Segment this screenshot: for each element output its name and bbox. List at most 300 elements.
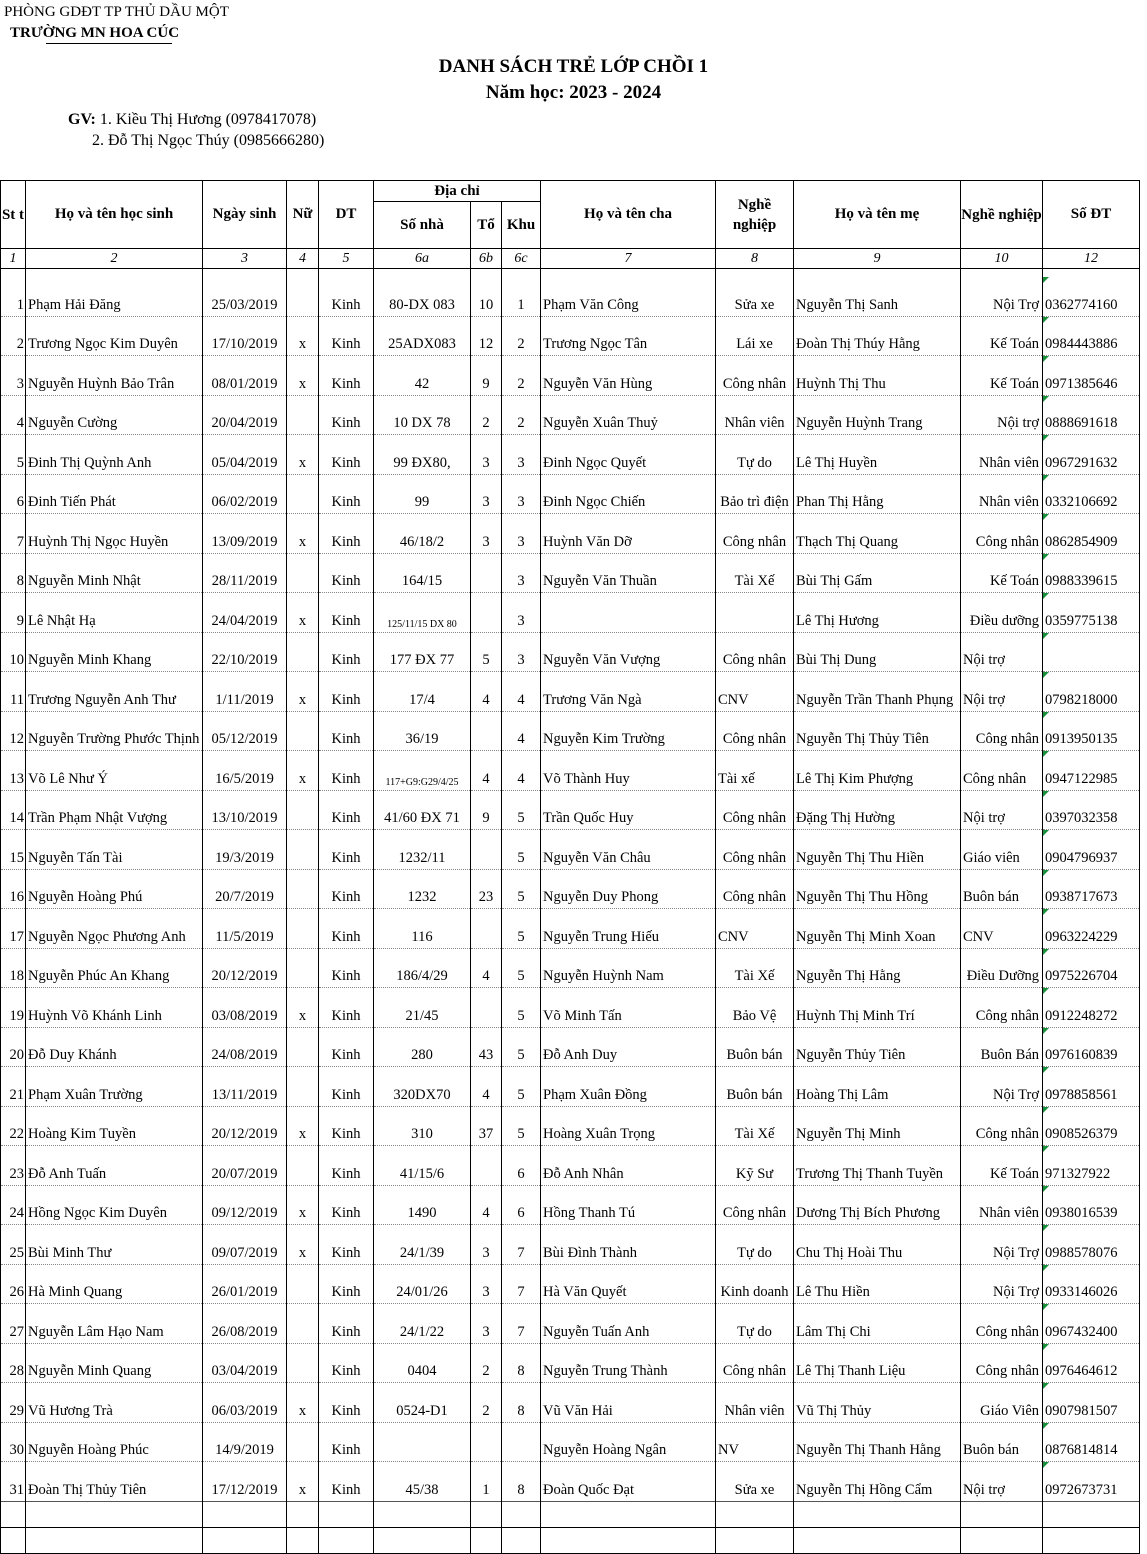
student-name-cell[interactable]: Đỗ Anh Tuấn bbox=[26, 1146, 203, 1186]
mother-name-cell[interactable]: Nguyễn Thị Sanh bbox=[794, 277, 961, 316]
female-cell[interactable] bbox=[287, 395, 319, 435]
mother-job-cell[interactable]: Nội Trợ bbox=[961, 277, 1043, 316]
father-name-cell[interactable]: Trần Quốc Huy bbox=[541, 790, 716, 830]
father-name-cell[interactable]: Võ Minh Tấn bbox=[541, 988, 716, 1028]
mother-name-cell[interactable]: Nguyễn Thị Minh Xoan bbox=[794, 909, 961, 949]
ethnicity-cell[interactable]: Kinh bbox=[319, 1383, 374, 1423]
dob-cell[interactable]: 09/07/2019 bbox=[203, 1225, 287, 1265]
group-cell[interactable] bbox=[471, 988, 502, 1028]
phone-cell[interactable]: 0359775138 bbox=[1043, 593, 1140, 633]
group-cell[interactable]: 5 bbox=[471, 632, 502, 672]
student-name-cell[interactable]: Nguyễn Hoàng Phú bbox=[26, 869, 203, 909]
female-cell[interactable]: x bbox=[287, 1185, 319, 1225]
house-number-cell[interactable]: 10 DX 78 bbox=[374, 395, 471, 435]
stt-cell[interactable]: 7 bbox=[1, 514, 26, 554]
area-cell[interactable]: 3 bbox=[502, 474, 541, 514]
stt-cell[interactable]: 20 bbox=[1, 1027, 26, 1067]
area-cell[interactable]: 5 bbox=[502, 1027, 541, 1067]
dob-cell[interactable]: 19/3/2019 bbox=[203, 830, 287, 870]
ethnicity-cell[interactable]: Kinh bbox=[319, 593, 374, 633]
group-cell[interactable] bbox=[471, 1146, 502, 1186]
mother-name-cell[interactable]: Nguyễn Thị Minh bbox=[794, 1106, 961, 1146]
empty-cell[interactable] bbox=[203, 1501, 287, 1527]
house-number-cell[interactable]: 17/4 bbox=[374, 672, 471, 712]
column-number-cell[interactable]: 6a bbox=[374, 249, 471, 269]
student-name-cell[interactable]: Trương Nguyễn Anh Thư bbox=[26, 672, 203, 712]
mother-name-cell[interactable]: Lê Thị Thanh Liệu bbox=[794, 1343, 961, 1383]
area-cell[interactable]: 5 bbox=[502, 869, 541, 909]
group-cell[interactable]: 10 bbox=[471, 277, 502, 316]
mother-job-cell[interactable]: Nhân viên bbox=[961, 435, 1043, 475]
group-cell[interactable]: 4 bbox=[471, 948, 502, 988]
house-number-cell[interactable]: 42 bbox=[374, 356, 471, 396]
father-name-cell[interactable]: Đinh Ngọc Chiến bbox=[541, 474, 716, 514]
dob-cell[interactable]: 09/12/2019 bbox=[203, 1185, 287, 1225]
father-job-cell[interactable]: CNV bbox=[716, 909, 794, 949]
stt-cell[interactable]: 11 bbox=[1, 672, 26, 712]
column-number-cell[interactable]: 1 bbox=[1, 249, 26, 269]
father-name-cell[interactable]: Trương Ngọc Tân bbox=[541, 316, 716, 356]
mother-name-cell[interactable]: Nguyễn Trần Thanh Phụng bbox=[794, 672, 961, 712]
column-number-cell[interactable]: 8 bbox=[716, 249, 794, 269]
house-number-cell[interactable]: 1232 bbox=[374, 869, 471, 909]
father-name-cell[interactable]: Vũ Văn Hải bbox=[541, 1383, 716, 1423]
father-name-cell[interactable]: Nguyễn Huỳnh Nam bbox=[541, 948, 716, 988]
mother-name-cell[interactable]: Đoàn Thị Thúy Hằng bbox=[794, 316, 961, 356]
empty-cell[interactable] bbox=[1043, 1527, 1140, 1553]
student-name-cell[interactable]: Phạm Xuân Trường bbox=[26, 1067, 203, 1107]
stt-cell[interactable]: 2 bbox=[1, 316, 26, 356]
area-cell[interactable]: 3 bbox=[502, 435, 541, 475]
empty-cell[interactable] bbox=[961, 1501, 1043, 1527]
student-name-cell[interactable]: Nguyễn Ngọc Phương Anh bbox=[26, 909, 203, 949]
dob-cell[interactable]: 06/02/2019 bbox=[203, 474, 287, 514]
mother-name-cell[interactable]: Nguyễn Thị Thủy Tiên bbox=[794, 711, 961, 751]
mother-job-cell[interactable]: Nội trợ bbox=[961, 395, 1043, 435]
area-cell[interactable]: 7 bbox=[502, 1264, 541, 1304]
ethnicity-cell[interactable]: Kinh bbox=[319, 1146, 374, 1186]
header-address[interactable]: Địa chỉ bbox=[374, 181, 541, 202]
father-job-cell[interactable]: Sửa xe bbox=[716, 277, 794, 316]
ethnicity-cell[interactable]: Kinh bbox=[319, 830, 374, 870]
student-name-cell[interactable]: Nguyễn Minh Nhật bbox=[26, 553, 203, 593]
dob-cell[interactable]: 28/11/2019 bbox=[203, 553, 287, 593]
dob-cell[interactable]: 17/12/2019 bbox=[203, 1462, 287, 1502]
female-cell[interactable]: x bbox=[287, 514, 319, 554]
stt-cell[interactable]: 22 bbox=[1, 1106, 26, 1146]
area-cell[interactable] bbox=[502, 1422, 541, 1462]
female-cell[interactable] bbox=[287, 711, 319, 751]
ethnicity-cell[interactable]: Kinh bbox=[319, 909, 374, 949]
area-cell[interactable]: 4 bbox=[502, 672, 541, 712]
house-number-cell[interactable]: 24/1/22 bbox=[374, 1304, 471, 1344]
stt-cell[interactable]: 23 bbox=[1, 1146, 26, 1186]
mother-name-cell[interactable]: Trương Thị Thanh Tuyền bbox=[794, 1146, 961, 1186]
column-number-cell[interactable]: 6c bbox=[502, 249, 541, 269]
dob-cell[interactable]: 03/08/2019 bbox=[203, 988, 287, 1028]
header-ethnicity[interactable]: DT bbox=[319, 181, 374, 249]
empty-cell[interactable] bbox=[1, 1527, 26, 1553]
stt-cell[interactable]: 12 bbox=[1, 711, 26, 751]
father-job-cell[interactable]: Tự do bbox=[716, 1225, 794, 1265]
father-name-cell[interactable]: Nguyễn Văn Hùng bbox=[541, 356, 716, 396]
house-number-cell[interactable]: 320DX70 bbox=[374, 1067, 471, 1107]
empty-cell[interactable] bbox=[716, 1501, 794, 1527]
father-job-cell[interactable]: Sửa xe bbox=[716, 1462, 794, 1502]
group-cell[interactable]: 2 bbox=[471, 395, 502, 435]
mother-job-cell[interactable]: Điều Dưỡng bbox=[961, 948, 1043, 988]
mother-job-cell[interactable]: Công nhân bbox=[961, 988, 1043, 1028]
area-cell[interactable]: 5 bbox=[502, 1106, 541, 1146]
group-cell[interactable] bbox=[471, 830, 502, 870]
phone-cell[interactable]: 0397032358 bbox=[1043, 790, 1140, 830]
ethnicity-cell[interactable]: Kinh bbox=[319, 751, 374, 791]
dob-cell[interactable]: 05/12/2019 bbox=[203, 711, 287, 751]
dob-cell[interactable]: 26/01/2019 bbox=[203, 1264, 287, 1304]
ethnicity-cell[interactable]: Kinh bbox=[319, 1343, 374, 1383]
dob-cell[interactable]: 13/10/2019 bbox=[203, 790, 287, 830]
house-number-cell[interactable]: 45/38 bbox=[374, 1462, 471, 1502]
stt-cell[interactable]: 13 bbox=[1, 751, 26, 791]
empty-cell[interactable] bbox=[203, 1527, 287, 1553]
column-number-cell[interactable]: 7 bbox=[541, 249, 716, 269]
student-name-cell[interactable]: Trần Phạm Nhật Vượng bbox=[26, 790, 203, 830]
house-number-cell[interactable]: 41/60 ĐX 71 bbox=[374, 790, 471, 830]
mother-job-cell[interactable]: Nội trợ bbox=[961, 1462, 1043, 1502]
area-cell[interactable]: 2 bbox=[502, 395, 541, 435]
header-phone[interactable]: Số ĐT bbox=[1043, 181, 1140, 249]
dob-cell[interactable]: 20/12/2019 bbox=[203, 1106, 287, 1146]
female-cell[interactable]: x bbox=[287, 1225, 319, 1265]
house-number-cell[interactable] bbox=[374, 1422, 471, 1462]
student-name-cell[interactable]: Đinh Thị Quỳnh Anh bbox=[26, 435, 203, 475]
stt-cell[interactable]: 31 bbox=[1, 1462, 26, 1502]
student-name-cell[interactable]: Trương Ngọc Kim Duyên bbox=[26, 316, 203, 356]
house-number-cell[interactable]: 0524-D1 bbox=[374, 1383, 471, 1423]
ethnicity-cell[interactable]: Kinh bbox=[319, 1264, 374, 1304]
father-name-cell[interactable]: Đoàn Quốc Đạt bbox=[541, 1462, 716, 1502]
empty-cell[interactable] bbox=[287, 1527, 319, 1553]
mother-job-cell[interactable]: Công nhân bbox=[961, 1343, 1043, 1383]
column-number-cell[interactable]: 5 bbox=[319, 249, 374, 269]
dob-cell[interactable]: 26/08/2019 bbox=[203, 1304, 287, 1344]
ethnicity-cell[interactable]: Kinh bbox=[319, 869, 374, 909]
female-cell[interactable] bbox=[287, 1264, 319, 1304]
empty-cell[interactable] bbox=[287, 1501, 319, 1527]
header-area[interactable]: Khu bbox=[502, 202, 541, 249]
mother-job-cell[interactable]: Điều dưỡng bbox=[961, 593, 1043, 633]
father-job-cell[interactable]: Lái xe bbox=[716, 316, 794, 356]
group-cell[interactable]: 4 bbox=[471, 1185, 502, 1225]
mother-name-cell[interactable]: Lê Thị Hương bbox=[794, 593, 961, 633]
father-job-cell[interactable]: Tự do bbox=[716, 435, 794, 475]
father-job-cell[interactable]: Tài Xế bbox=[716, 553, 794, 593]
header-group[interactable]: Tổ bbox=[471, 202, 502, 249]
female-cell[interactable] bbox=[287, 948, 319, 988]
dob-cell[interactable]: 24/04/2019 bbox=[203, 593, 287, 633]
ethnicity-cell[interactable]: Kinh bbox=[319, 1106, 374, 1146]
ethnicity-cell[interactable]: Kinh bbox=[319, 395, 374, 435]
mother-name-cell[interactable]: Dương Thị Bích Phương bbox=[794, 1185, 961, 1225]
header-student-name[interactable]: Họ và tên học sinh bbox=[26, 181, 203, 249]
female-cell[interactable]: x bbox=[287, 316, 319, 356]
mother-name-cell[interactable]: Huỳnh Thị Thu bbox=[794, 356, 961, 396]
ethnicity-cell[interactable]: Kinh bbox=[319, 672, 374, 712]
header-mother-name[interactable]: Họ và tên mẹ bbox=[794, 181, 961, 249]
student-name-cell[interactable]: Nguyễn Minh Khang bbox=[26, 632, 203, 672]
father-name-cell[interactable]: Đỗ Anh Duy bbox=[541, 1027, 716, 1067]
group-cell[interactable] bbox=[471, 711, 502, 751]
house-number-cell[interactable]: 80-DX 083 bbox=[374, 277, 471, 316]
dob-cell[interactable]: 20/07/2019 bbox=[203, 1146, 287, 1186]
group-cell[interactable]: 1 bbox=[471, 1462, 502, 1502]
female-cell[interactable] bbox=[287, 1304, 319, 1344]
stt-cell[interactable]: 3 bbox=[1, 356, 26, 396]
group-cell[interactable] bbox=[471, 553, 502, 593]
empty-cell[interactable] bbox=[471, 1501, 502, 1527]
phone-cell[interactable]: 0938016539 bbox=[1043, 1185, 1140, 1225]
ethnicity-cell[interactable]: Kinh bbox=[319, 1067, 374, 1107]
group-cell[interactable] bbox=[471, 593, 502, 633]
area-cell[interactable]: 3 bbox=[502, 514, 541, 554]
empty-cell[interactable] bbox=[794, 1527, 961, 1553]
group-cell[interactable]: 2 bbox=[471, 1343, 502, 1383]
father-name-cell[interactable]: Nguyễn Kim Trường bbox=[541, 711, 716, 751]
father-name-cell[interactable] bbox=[541, 593, 716, 633]
dob-cell[interactable]: 03/04/2019 bbox=[203, 1343, 287, 1383]
mother-job-cell[interactable]: Buôn bán bbox=[961, 1422, 1043, 1462]
female-cell[interactable] bbox=[287, 553, 319, 593]
group-cell[interactable]: 3 bbox=[471, 514, 502, 554]
empty-cell[interactable] bbox=[374, 1527, 471, 1553]
header-house-number[interactable]: Số nhà bbox=[374, 202, 471, 249]
mother-job-cell[interactable]: Nội Trợ bbox=[961, 1225, 1043, 1265]
column-number-cell[interactable]: 9 bbox=[794, 249, 961, 269]
house-number-cell[interactable]: 125/11/15 DX 80 bbox=[374, 593, 471, 633]
empty-cell[interactable] bbox=[1, 1501, 26, 1527]
empty-cell[interactable] bbox=[541, 1501, 716, 1527]
group-cell[interactable]: 23 bbox=[471, 869, 502, 909]
ethnicity-cell[interactable]: Kinh bbox=[319, 1304, 374, 1344]
father-name-cell[interactable]: Nguyễn Văn Châu bbox=[541, 830, 716, 870]
house-number-cell[interactable]: 99 bbox=[374, 474, 471, 514]
dob-cell[interactable]: 20/04/2019 bbox=[203, 395, 287, 435]
dob-cell[interactable]: 05/04/2019 bbox=[203, 435, 287, 475]
ethnicity-cell[interactable]: Kinh bbox=[319, 1027, 374, 1067]
phone-cell[interactable]: 0971385646 bbox=[1043, 356, 1140, 396]
mother-job-cell[interactable]: Nhân viên bbox=[961, 474, 1043, 514]
father-job-cell[interactable]: NV bbox=[716, 1422, 794, 1462]
female-cell[interactable] bbox=[287, 277, 319, 316]
phone-cell[interactable]: 0332106692 bbox=[1043, 474, 1140, 514]
father-name-cell[interactable]: Phạm Xuân Đồng bbox=[541, 1067, 716, 1107]
ethnicity-cell[interactable]: Kinh bbox=[319, 948, 374, 988]
group-cell[interactable] bbox=[471, 1422, 502, 1462]
area-cell[interactable]: 3 bbox=[502, 593, 541, 633]
student-name-cell[interactable]: Hà Minh Quang bbox=[26, 1264, 203, 1304]
mother-job-cell[interactable]: Nội trợ bbox=[961, 632, 1043, 672]
female-cell[interactable] bbox=[287, 474, 319, 514]
female-cell[interactable] bbox=[287, 1027, 319, 1067]
father-job-cell[interactable]: Công nhân bbox=[716, 869, 794, 909]
ethnicity-cell[interactable]: Kinh bbox=[319, 632, 374, 672]
father-job-cell[interactable]: Công nhân bbox=[716, 1343, 794, 1383]
stt-cell[interactable]: 30 bbox=[1, 1422, 26, 1462]
phone-cell[interactable]: 0975226704 bbox=[1043, 948, 1140, 988]
mother-name-cell[interactable]: Nguyễn Thị Thu Hiền bbox=[794, 830, 961, 870]
column-number-cell[interactable]: 12 bbox=[1043, 249, 1140, 269]
father-job-cell[interactable]: Công nhân bbox=[716, 632, 794, 672]
empty-cell[interactable] bbox=[502, 1501, 541, 1527]
mother-name-cell[interactable]: Chu Thị Hoài Thu bbox=[794, 1225, 961, 1265]
group-cell[interactable]: 2 bbox=[471, 1383, 502, 1423]
stt-cell[interactable]: 25 bbox=[1, 1225, 26, 1265]
group-cell[interactable]: 43 bbox=[471, 1027, 502, 1067]
student-name-cell[interactable]: Đỗ Duy Khánh bbox=[26, 1027, 203, 1067]
dob-cell[interactable]: 25/03/2019 bbox=[203, 277, 287, 316]
group-cell[interactable]: 37 bbox=[471, 1106, 502, 1146]
area-cell[interactable]: 8 bbox=[502, 1383, 541, 1423]
father-job-cell[interactable]: Buôn bán bbox=[716, 1027, 794, 1067]
house-number-cell[interactable]: 99 ĐX80, bbox=[374, 435, 471, 475]
father-job-cell[interactable]: Tự do bbox=[716, 1304, 794, 1344]
mother-job-cell[interactable]: Nội trợ bbox=[961, 790, 1043, 830]
phone-cell[interactable]: 0972673731 bbox=[1043, 1462, 1140, 1502]
group-cell[interactable]: 4 bbox=[471, 672, 502, 712]
phone-cell[interactable]: 0912248272 bbox=[1043, 988, 1140, 1028]
area-cell[interactable]: 6 bbox=[502, 1146, 541, 1186]
mother-job-cell[interactable]: Nội Trợ bbox=[961, 1067, 1043, 1107]
stt-cell[interactable]: 21 bbox=[1, 1067, 26, 1107]
phone-cell[interactable]: 0933146026 bbox=[1043, 1264, 1140, 1304]
mother-name-cell[interactable]: Lâm Thị Chi bbox=[794, 1304, 961, 1344]
house-number-cell[interactable]: 116 bbox=[374, 909, 471, 949]
father-job-cell[interactable]: Nhân viên bbox=[716, 1383, 794, 1423]
area-cell[interactable]: 7 bbox=[502, 1225, 541, 1265]
mother-name-cell[interactable]: Nguyễn Thị Hằng bbox=[794, 948, 961, 988]
area-cell[interactable]: 4 bbox=[502, 751, 541, 791]
column-number-cell[interactable]: 2 bbox=[26, 249, 203, 269]
female-cell[interactable] bbox=[287, 830, 319, 870]
empty-cell[interactable] bbox=[319, 1501, 374, 1527]
mother-name-cell[interactable]: Vũ Thị Thủy bbox=[794, 1383, 961, 1423]
area-cell[interactable]: 6 bbox=[502, 1185, 541, 1225]
mother-name-cell[interactable]: Nguyễn Thị Hồng Cẩm bbox=[794, 1462, 961, 1502]
father-job-cell[interactable]: Buôn bán bbox=[716, 1067, 794, 1107]
student-name-cell[interactable]: Nguyễn Lâm Hạo Nam bbox=[26, 1304, 203, 1344]
dob-cell[interactable]: 08/01/2019 bbox=[203, 356, 287, 396]
phone-cell[interactable]: 0976464612 bbox=[1043, 1343, 1140, 1383]
female-cell[interactable]: x bbox=[287, 672, 319, 712]
area-cell[interactable]: 5 bbox=[502, 988, 541, 1028]
group-cell[interactable]: 3 bbox=[471, 435, 502, 475]
dob-cell[interactable]: 14/9/2019 bbox=[203, 1422, 287, 1462]
group-cell[interactable] bbox=[471, 909, 502, 949]
area-cell[interactable]: 5 bbox=[502, 1067, 541, 1107]
father-name-cell[interactable]: Huỳnh Văn Dỡ bbox=[541, 514, 716, 554]
phone-cell[interactable] bbox=[1043, 632, 1140, 672]
phone-cell[interactable]: 0984443886 bbox=[1043, 316, 1140, 356]
mother-job-cell[interactable]: Công nhân bbox=[961, 711, 1043, 751]
mother-job-cell[interactable]: Công nhân bbox=[961, 514, 1043, 554]
father-name-cell[interactable]: Trương Văn Ngà bbox=[541, 672, 716, 712]
female-cell[interactable]: x bbox=[287, 435, 319, 475]
father-name-cell[interactable]: Hà Văn Quyết bbox=[541, 1264, 716, 1304]
stt-cell[interactable]: 24 bbox=[1, 1185, 26, 1225]
phone-cell[interactable]: 0988578076 bbox=[1043, 1225, 1140, 1265]
father-name-cell[interactable]: Nguyễn Trung Thành bbox=[541, 1343, 716, 1383]
group-cell[interactable]: 3 bbox=[471, 1225, 502, 1265]
empty-cell[interactable] bbox=[541, 1527, 716, 1553]
phone-cell[interactable]: 0907981507 bbox=[1043, 1383, 1140, 1423]
house-number-cell[interactable]: 24/01/26 bbox=[374, 1264, 471, 1304]
area-cell[interactable]: 7 bbox=[502, 1304, 541, 1344]
area-cell[interactable]: 5 bbox=[502, 830, 541, 870]
dob-cell[interactable]: 22/10/2019 bbox=[203, 632, 287, 672]
mother-name-cell[interactable]: Lê Thị Kim Phượng bbox=[794, 751, 961, 791]
group-cell[interactable]: 9 bbox=[471, 356, 502, 396]
father-job-cell[interactable]: Công nhân bbox=[716, 711, 794, 751]
stt-cell[interactable]: 8 bbox=[1, 553, 26, 593]
header-mother-job[interactable]: Nghề nghiệp bbox=[961, 181, 1043, 249]
group-cell[interactable]: 3 bbox=[471, 474, 502, 514]
stt-cell[interactable]: 26 bbox=[1, 1264, 26, 1304]
female-cell[interactable] bbox=[287, 909, 319, 949]
female-cell[interactable] bbox=[287, 1146, 319, 1186]
father-name-cell[interactable]: Nguyễn Trung Hiếu bbox=[541, 909, 716, 949]
female-cell[interactable]: x bbox=[287, 593, 319, 633]
mother-name-cell[interactable]: Nguyễn Thủy Tiên bbox=[794, 1027, 961, 1067]
empty-cell[interactable] bbox=[794, 1501, 961, 1527]
father-name-cell[interactable]: Võ Thành Huy bbox=[541, 751, 716, 791]
student-name-cell[interactable]: Hồng Ngọc Kim Duyên bbox=[26, 1185, 203, 1225]
mother-job-cell[interactable]: CNV bbox=[961, 909, 1043, 949]
mother-name-cell[interactable]: Hoàng Thị Lâm bbox=[794, 1067, 961, 1107]
house-number-cell[interactable]: 117+G9:G29/4/25 bbox=[374, 751, 471, 791]
phone-cell[interactable]: 0947122985 bbox=[1043, 751, 1140, 791]
ethnicity-cell[interactable]: Kinh bbox=[319, 1225, 374, 1265]
father-name-cell[interactable]: Hoàng Xuân Trọng bbox=[541, 1106, 716, 1146]
phone-cell[interactable]: 0913950135 bbox=[1043, 711, 1140, 751]
group-cell[interactable]: 12 bbox=[471, 316, 502, 356]
empty-cell[interactable] bbox=[374, 1501, 471, 1527]
phone-cell[interactable]: 0888691618 bbox=[1043, 395, 1140, 435]
phone-cell[interactable]: 0967432400 bbox=[1043, 1304, 1140, 1344]
ethnicity-cell[interactable]: Kinh bbox=[319, 316, 374, 356]
house-number-cell[interactable]: 177 ĐX 77 bbox=[374, 632, 471, 672]
group-cell[interactable]: 3 bbox=[471, 1264, 502, 1304]
dob-cell[interactable]: 20/7/2019 bbox=[203, 869, 287, 909]
header-father-job[interactable]: Nghề nghiệp bbox=[716, 181, 794, 249]
empty-cell[interactable] bbox=[26, 1501, 203, 1527]
dob-cell[interactable]: 16/5/2019 bbox=[203, 751, 287, 791]
female-cell[interactable] bbox=[287, 869, 319, 909]
student-name-cell[interactable]: Nguyễn Tấn Tài bbox=[26, 830, 203, 870]
father-name-cell[interactable]: Bùi Đình Thành bbox=[541, 1225, 716, 1265]
student-name-cell[interactable]: Lê Nhật Hạ bbox=[26, 593, 203, 633]
mother-job-cell[interactable]: Buôn bán bbox=[961, 869, 1043, 909]
father-job-cell[interactable]: CNV bbox=[716, 672, 794, 712]
stt-cell[interactable]: 14 bbox=[1, 790, 26, 830]
empty-cell[interactable] bbox=[319, 1527, 374, 1553]
mother-name-cell[interactable]: Nguyễn Thị Thu Hồng bbox=[794, 869, 961, 909]
father-job-cell[interactable]: Tài Xế bbox=[716, 1106, 794, 1146]
mother-job-cell[interactable]: Giáo Viên bbox=[961, 1383, 1043, 1423]
house-number-cell[interactable]: 280 bbox=[374, 1027, 471, 1067]
phone-cell[interactable]: 0904796937 bbox=[1043, 830, 1140, 870]
father-job-cell[interactable]: Kinh doanh bbox=[716, 1264, 794, 1304]
house-number-cell[interactable]: 25ADX083 bbox=[374, 316, 471, 356]
